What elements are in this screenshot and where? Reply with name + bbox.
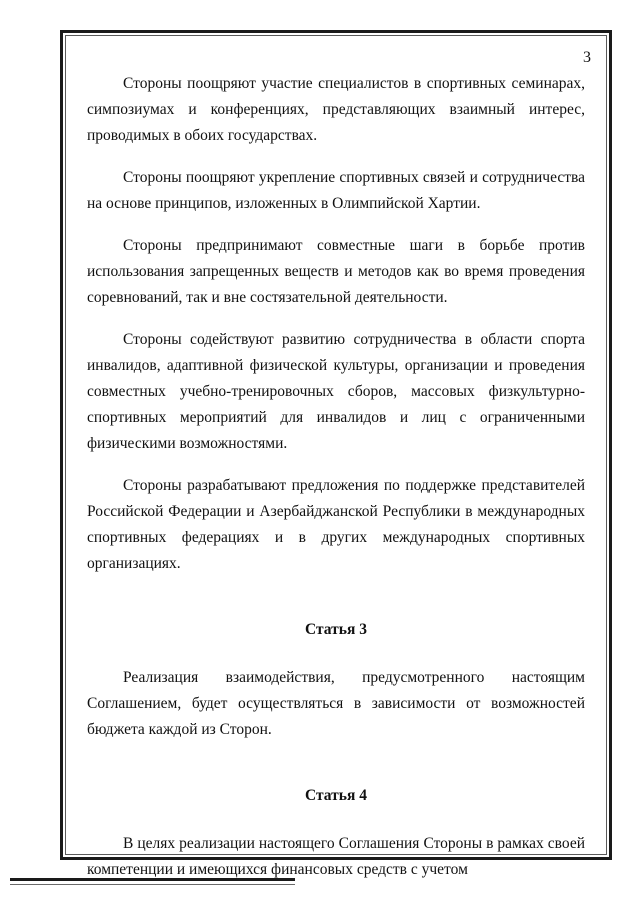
paragraph-anti-doping: Стороны предпринимают совместные шаги в борьбе против использования запрещенных веществ и методов как во время проведения соревнований, так и вне состязательной деятельности.	[87, 237, 585, 306]
bottom-divider-thin	[10, 884, 295, 885]
page-number: 3	[583, 49, 591, 66]
bottom-divider	[10, 878, 295, 881]
document-page	[60, 30, 612, 878]
article-3-text: Реализация взаимодействия, предусмотренного настоящим Соглашением, будет осуществляться в зависимости от возможностей бюджета каждой из Сторон.	[87, 669, 585, 738]
document-body	[87, 71, 585, 899]
paragraph-olympic-charter: Стороны поощряют укрепление спортивных связей и сотрудничества на основе принципов, изложенных в Олимпийской Хартии.	[87, 169, 585, 212]
paragraph-seminars: Стороны поощряют участие специалистов в спортивных семинарах, симпозиумах и конференциях, представляющих взаимный интерес, проводимых в обоих государствах.	[87, 75, 585, 144]
article-4-title: Статья 4	[305, 787, 367, 804]
article-4-text: В целях реализации настоящего Соглашения Стороны в рамках своей компетенции и имеющихся финансовых средств с учетом	[87, 835, 585, 878]
paragraph-federations: Стороны разрабатывают предложения по поддержке представителей Российской Федерации и Азербайджанской Республики в международных спортивных федерациях и в других международных спортивных организациях.	[87, 477, 585, 572]
paragraph-disability-sport: Стороны содействуют развитию сотрудничества в области спорта инвалидов, адаптивной физической культуры, организации и проведения совместных учебно-тренировочных сборов, массовых физкультурно-спортивных мероприятий для инвалидов и лиц с ограниченными физическими возможностями.	[87, 331, 585, 452]
article-3-title: Статья 3	[305, 621, 367, 638]
